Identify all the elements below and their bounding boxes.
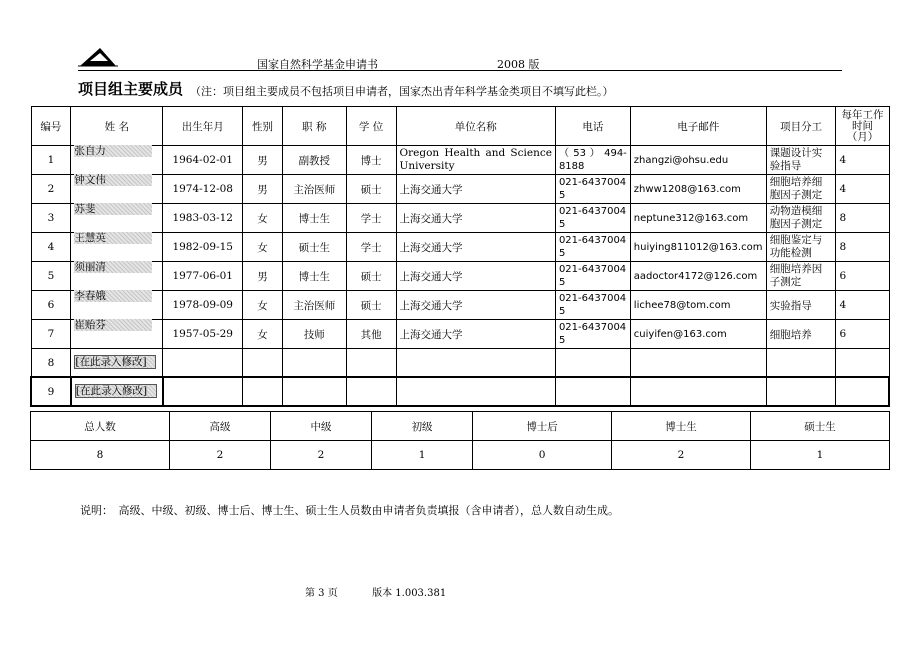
member-title: 副教授 [282, 146, 346, 175]
member-birth: 1964-02-01 [163, 146, 243, 175]
col-header-title: 职 称 [282, 107, 346, 146]
member-no: 9 [31, 377, 71, 406]
stats-value-middle[interactable]: 2 [271, 441, 372, 470]
page-number: 第 3 页 [305, 588, 338, 599]
member-name-cell[interactable] [71, 320, 163, 349]
member-row [31, 175, 889, 204]
member-gender: 男 [243, 175, 283, 204]
member-row [31, 320, 889, 349]
col-header-phone: 电话 [555, 107, 630, 146]
member-email: zhww1208@163.com [630, 175, 766, 204]
member-unit: 上海交通大学 [396, 291, 555, 320]
member-phone: 021-6437004 5 [555, 291, 630, 320]
members-table [30, 106, 890, 407]
member-name-cell[interactable] [71, 262, 163, 291]
member-birth: 1957-05-29 [163, 320, 243, 349]
member-no: 6 [31, 291, 71, 320]
member-row [31, 146, 889, 175]
member-unit: 上海交通大学 [396, 204, 555, 233]
member-months: 4 [836, 175, 889, 204]
members-header-row [31, 107, 889, 146]
member-degree: 学士 [346, 233, 396, 262]
member-birth: 1977-06-01 [163, 262, 243, 291]
member-row [31, 262, 889, 291]
col-header-name: 姓 名 [71, 107, 163, 146]
member-degree: 硕士 [346, 291, 396, 320]
member-name[interactable]: 李春娥 [74, 290, 152, 302]
member-name[interactable]: 张自力 [74, 145, 152, 157]
member-months: 8 [836, 233, 889, 262]
member-months: 6 [836, 262, 889, 291]
stats-header-senior: 高级 [169, 412, 270, 441]
member-degree: 学士 [346, 204, 396, 233]
member-no: 5 [31, 262, 71, 291]
nsfc-logo-icon [78, 44, 118, 68]
member-degree: 硕士 [346, 262, 396, 291]
member-name[interactable]: 王慧英 [74, 232, 152, 244]
member-gender: 女 [243, 204, 283, 233]
header-year: 2008 版 [497, 58, 540, 71]
col-header-months: 每年工作时间（月） [836, 107, 889, 146]
member-unit: 上海交通大学 [396, 175, 555, 204]
member-months: 4 [836, 291, 889, 320]
member-phone: 021-6437004 5 [555, 204, 630, 233]
member-role: 细胞鉴定与功能检测 [766, 233, 836, 262]
member-role: 实验指导 [766, 291, 836, 320]
member-birth: 1978-09-09 [163, 291, 243, 320]
member-name[interactable]: 崔贻芬 [74, 319, 152, 331]
member-role: 课题设计实验指导 [766, 146, 836, 175]
member-role: 细胞培养细胞因子测定 [766, 175, 836, 204]
member-months: 8 [836, 204, 889, 233]
member-degree: 硕士 [346, 175, 396, 204]
member-no: 3 [31, 204, 71, 233]
member-email: zhangzi@ohsu.edu [630, 146, 766, 175]
member-gender: 男 [243, 146, 283, 175]
member-row [31, 204, 889, 233]
explanation-note: 说明： 高级、中级、初级、博士后、博士生、硕士生人员数由申请者负责填报（含申请者），总人数自动生成。 [80, 504, 619, 517]
stats-value-row [31, 441, 890, 470]
member-name-cell[interactable] [71, 175, 163, 204]
member-birth: 1982-09-15 [163, 233, 243, 262]
stats-header-postdoc: 博士后 [473, 412, 612, 441]
member-months: 6 [836, 320, 889, 349]
header-title: 国家自然科学基金申请书 [257, 58, 378, 71]
member-unit: 上海交通大学 [396, 233, 555, 262]
member-phone: （ 53 ） 494-8188 [555, 146, 630, 175]
page-footer [305, 584, 446, 599]
stats-value-total: 8 [31, 441, 170, 470]
member-birth: 1974-12-08 [163, 175, 243, 204]
member-name-placeholder[interactable]: [在此录入修改] [75, 384, 157, 398]
stats-header-phd: 博士生 [612, 412, 751, 441]
member-title: 主治医师 [282, 175, 346, 204]
member-gender: 女 [243, 233, 283, 262]
member-phone: 021-6437004 5 [555, 262, 630, 291]
section-note: （注：项目组主要成员不包括项目申请者，国家杰出青年科学基金类项目不填写此栏。） [190, 85, 614, 98]
member-no: 4 [31, 233, 71, 262]
member-email: neptune312@163.com [630, 204, 766, 233]
col-header-role: 项目分工 [766, 107, 836, 146]
member-row-empty [31, 349, 889, 378]
member-phone: 021-6437004 5 [555, 175, 630, 204]
col-header-degree: 学 位 [346, 107, 396, 146]
member-unit: 上海交通大学 [396, 320, 555, 349]
stats-header-row [31, 412, 890, 441]
stats-value-phd[interactable]: 2 [612, 441, 751, 470]
member-name-cell[interactable] [71, 233, 163, 262]
member-name-cell[interactable] [71, 349, 163, 378]
stats-header-master: 硕士生 [751, 412, 890, 441]
member-name-placeholder[interactable]: [在此录入修改] [74, 355, 156, 369]
stats-header-total: 总人数 [31, 412, 170, 441]
stats-header-middle: 中级 [271, 412, 372, 441]
member-gender: 女 [243, 320, 283, 349]
member-role: 细胞培养 [766, 320, 836, 349]
member-no: 7 [31, 320, 71, 349]
member-name-cell[interactable] [71, 204, 163, 233]
member-degree: 博士 [346, 146, 396, 175]
stats-header-junior: 初级 [372, 412, 473, 441]
member-email: aadoctor4172@126.com [630, 262, 766, 291]
member-row-empty [31, 377, 889, 406]
member-row [31, 291, 889, 320]
col-header-birth: 出生年月 [163, 107, 243, 146]
stats-value-postdoc[interactable]: 0 [473, 441, 612, 470]
stats-value-master[interactable]: 1 [751, 441, 890, 470]
stats-value-senior[interactable]: 2 [169, 441, 270, 470]
member-months: 4 [836, 146, 889, 175]
member-name-cell[interactable] [71, 377, 163, 406]
member-phone: 021-6437004 5 [555, 320, 630, 349]
member-no: 2 [31, 175, 71, 204]
member-unit: 上海交通大学 [396, 262, 555, 291]
member-name[interactable]: 苏斐 [74, 203, 152, 215]
col-header-unit: 单位名称 [396, 107, 555, 146]
header-divider [78, 70, 842, 71]
member-name-cell[interactable] [71, 291, 163, 320]
member-name[interactable]: 钟文伟 [74, 174, 152, 186]
member-title: 博士生 [282, 204, 346, 233]
member-title: 技师 [282, 320, 346, 349]
col-header-no: 编号 [31, 107, 71, 146]
stats-value-junior[interactable]: 1 [372, 441, 473, 470]
member-no: 1 [31, 146, 71, 175]
member-title: 博士生 [282, 262, 346, 291]
member-phone: 021-6437004 5 [555, 233, 630, 262]
member-unit: Oregon Health and Science University [396, 146, 555, 175]
member-gender: 男 [243, 262, 283, 291]
member-email: cuiyifen@163.com [630, 320, 766, 349]
member-gender: 女 [243, 291, 283, 320]
member-role: 动物造模细胞因子测定 [766, 204, 836, 233]
member-title: 硕士生 [282, 233, 346, 262]
member-degree: 其他 [346, 320, 396, 349]
section-title: 项目组主要成员 [78, 80, 184, 98]
member-email: lichee78@tom.com [630, 291, 766, 320]
col-header-email: 电子邮件 [630, 107, 766, 146]
version-label: 版本 1.003.381 [372, 588, 447, 599]
member-name[interactable]: 须丽清 [74, 261, 152, 273]
member-name-cell[interactable] [71, 146, 163, 175]
col-header-gender: 性别 [243, 107, 283, 146]
member-no: 8 [31, 349, 71, 378]
member-birth: 1983-03-12 [163, 204, 243, 233]
member-row [31, 233, 889, 262]
member-title: 主治医师 [282, 291, 346, 320]
member-email: huiying811012@163.com [630, 233, 766, 262]
stats-table [30, 411, 890, 470]
member-role: 细胞培养因子测定 [766, 262, 836, 291]
